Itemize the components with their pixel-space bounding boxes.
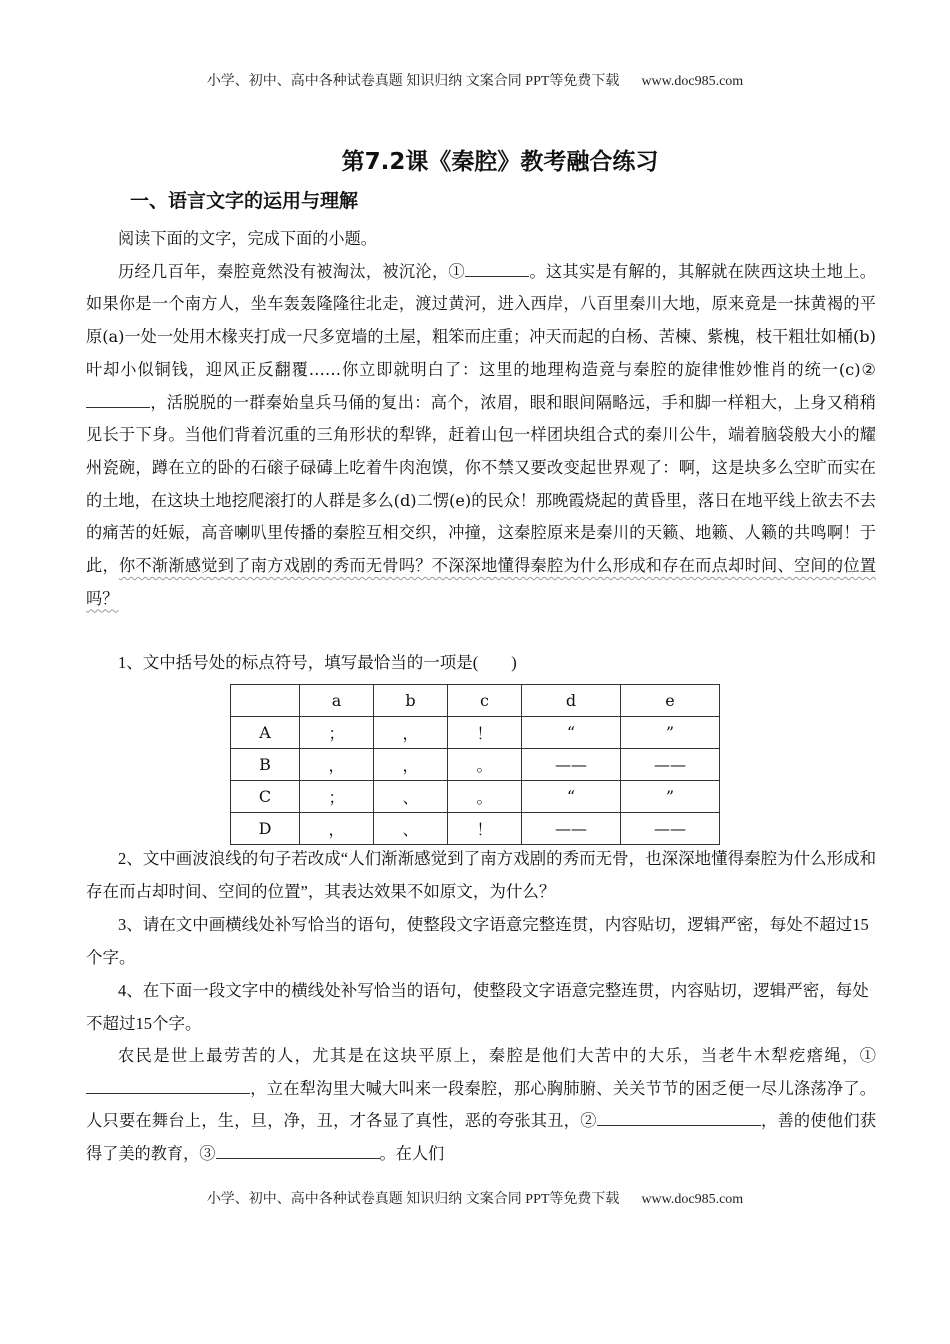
question-4-text: 4、在下面一段文字中的横线处补写恰当的语句，使整段文字语意完整连贯，内容贴切，逻辑严密，每处不超过15个字。 bbox=[86, 981, 869, 1033]
question-1-text: 1、文中括号处的标点符号，填写最恰当的一项是( ) bbox=[118, 653, 517, 672]
table-cell: ， bbox=[300, 813, 374, 845]
header-tagline: 小学、初中、高中各种试卷真题 知识归纳 文案合同 PPT等免费下载 bbox=[206, 74, 620, 89]
table-cell: —— bbox=[621, 813, 720, 845]
table-cell: —— bbox=[522, 749, 621, 781]
option-label: C bbox=[231, 781, 300, 813]
option-label: D bbox=[231, 813, 300, 845]
table-cell: ， bbox=[374, 717, 448, 749]
question-3-text: 3、请在文中画横线处补写恰当的语句，使整段文字语意完整连贯，内容贴切，逻辑严密，每处不超过15个字。 bbox=[86, 915, 869, 967]
wavy-underlined-sentence: 你不渐渐感觉到了南方戏剧的秀而无骨吗？不深深地懂得秦腔为什么形成和存在而点却时间、空间的位置吗？ bbox=[86, 556, 877, 608]
blank-1[interactable] bbox=[465, 258, 529, 277]
table-cell: ， bbox=[374, 749, 448, 781]
instruction: 阅读下面的文字，完成下面的小题。 bbox=[118, 230, 377, 248]
table-cell: a bbox=[300, 685, 374, 717]
passage-1 bbox=[86, 223, 876, 615]
table-cell: ； bbox=[300, 781, 374, 813]
passage-2 bbox=[86, 1040, 876, 1171]
question-2 bbox=[86, 842, 878, 908]
instruction-text bbox=[86, 223, 876, 256]
passage-2-paragraph bbox=[86, 1040, 876, 1171]
table-cell bbox=[231, 685, 300, 717]
page-footer bbox=[0, 1188, 950, 1208]
table-cell: b bbox=[374, 685, 448, 717]
table-cell: ， bbox=[300, 749, 374, 781]
table-cell: d bbox=[522, 685, 621, 717]
passage-text-3: ，活脱脱的一群秦始皇兵马俑的复出：高个，浓眉，眼和眼间隔略远，手和脚一样粗大，上身又稍稍见长于下身。当他们背着沉重的三角形状的犁铧，赶着山包一样团块组合式的秦川公牛，端着脑袋般大小的耀州瓷碗，蹲在立的卧的石磙子碌碡上吃着牛肉泡馍，你不禁又要改变起世界观了：啊，这是块多么空旷而实在的土地，在这块土地挖爬滚打的人群是多么(d)二愣(e)的民众！那晚霞烧起的黄昏里，落日在地平线上欲去不去的痛苦的妊娠，高音喇叭里传播的秦腔互相交织，冲撞，这秦腔原来是秦川的天籁、地籁、人籁的共鸣啊！于此， bbox=[86, 392, 876, 576]
table-cell: ！ bbox=[448, 717, 522, 749]
option-label: A bbox=[231, 717, 300, 749]
question-4 bbox=[86, 974, 878, 1040]
passage-2-text-4: 。在人们 bbox=[379, 1144, 445, 1164]
table-cell: 、 bbox=[374, 781, 448, 813]
table-cell: ！ bbox=[448, 813, 522, 845]
header-url[interactable]: www.doc985.com bbox=[641, 74, 744, 89]
passage-text-2: 。这其实是有解的，其解就在陕西这块土地上。如果你是一个南方人，坐车轰轰隆隆往北走，渡过黄河，进入西岸，八百里秦川大地，原来竟是一抹黄褐的平原(a)一处一处用木椽夹打成一尺多宽墙的土屋，粗笨而庄重；冲天而起的白杨、苦楝、紫槐，枝干粗壮如桶(b)叶却小似铜钱，迎风正反翻覆……你立即就明白了：这里的地理构造竟与秦腔的旋律惟妙惟肖的统一(c)② bbox=[86, 261, 876, 379]
question-2-text: 2、文中画波浪线的句子若改成“人们渐渐感觉到了南方戏剧的秀而无骨，也深深地懂得秦腔为什么形成和存在而占却时间、空间的位置”，其表达效果不如原文，为什么？ bbox=[86, 849, 877, 901]
table-cell: ； bbox=[300, 717, 374, 749]
page-title: 第7.2课《秦腔》教考融合练习 bbox=[341, 149, 659, 175]
table-cell: ” bbox=[621, 717, 720, 749]
table-cell: 。 bbox=[448, 749, 522, 781]
table-cell: “ bbox=[522, 781, 621, 813]
table-row bbox=[231, 813, 720, 845]
section-heading: 一、语言文字的运用与理解 bbox=[130, 190, 359, 212]
table-row bbox=[231, 717, 720, 749]
table-cell: 。 bbox=[448, 781, 522, 813]
table-cell: —— bbox=[522, 813, 621, 845]
page-header bbox=[0, 70, 950, 90]
passage-paragraph bbox=[86, 256, 876, 616]
footer-url[interactable]: www.doc985.com bbox=[641, 1192, 744, 1207]
passage-text-1: 历经几百年，秦腔竟然没有被淘汰，被沉沦，① bbox=[118, 261, 465, 281]
passage-2-text-2: ，立在犁沟里大喊大叫来一段秦腔，那心胸肺腑、关关节节的困乏便一尽儿涤荡净了。人只要在舞台上，生，旦，净，丑，才各显了真性，恶的夸张其丑，② bbox=[86, 1078, 876, 1131]
table-cell: “ bbox=[522, 717, 621, 749]
passage-2-text-3: ，善的使他们获得了美的教育，③ bbox=[86, 1111, 877, 1164]
blank-4-3[interactable] bbox=[216, 1140, 380, 1159]
table-cell: ” bbox=[621, 781, 720, 813]
option-label: B bbox=[231, 749, 300, 781]
blank-4-2[interactable] bbox=[597, 1107, 761, 1126]
passage-2-text-1: 农民是世上最劳苦的人，尤其是在这块平原上，秦腔是他们大苦中的大乐，当老牛木犁疙瘩绳，① bbox=[118, 1046, 876, 1065]
table-cell: 、 bbox=[374, 813, 448, 845]
table-cell: c bbox=[448, 685, 522, 717]
table-header-row bbox=[231, 685, 720, 717]
question-3 bbox=[86, 908, 878, 974]
options-table bbox=[230, 684, 720, 845]
table-row bbox=[231, 749, 720, 781]
table-cell: —— bbox=[621, 749, 720, 781]
table-cell: e bbox=[621, 685, 720, 717]
table-row bbox=[231, 781, 720, 813]
question-1 bbox=[86, 646, 878, 679]
blank-4-1[interactable] bbox=[86, 1075, 250, 1094]
footer-tagline: 小学、初中、高中各种试卷真题 知识归纳 文案合同 PPT等免费下载 bbox=[206, 1192, 620, 1207]
blank-2[interactable] bbox=[86, 389, 150, 408]
